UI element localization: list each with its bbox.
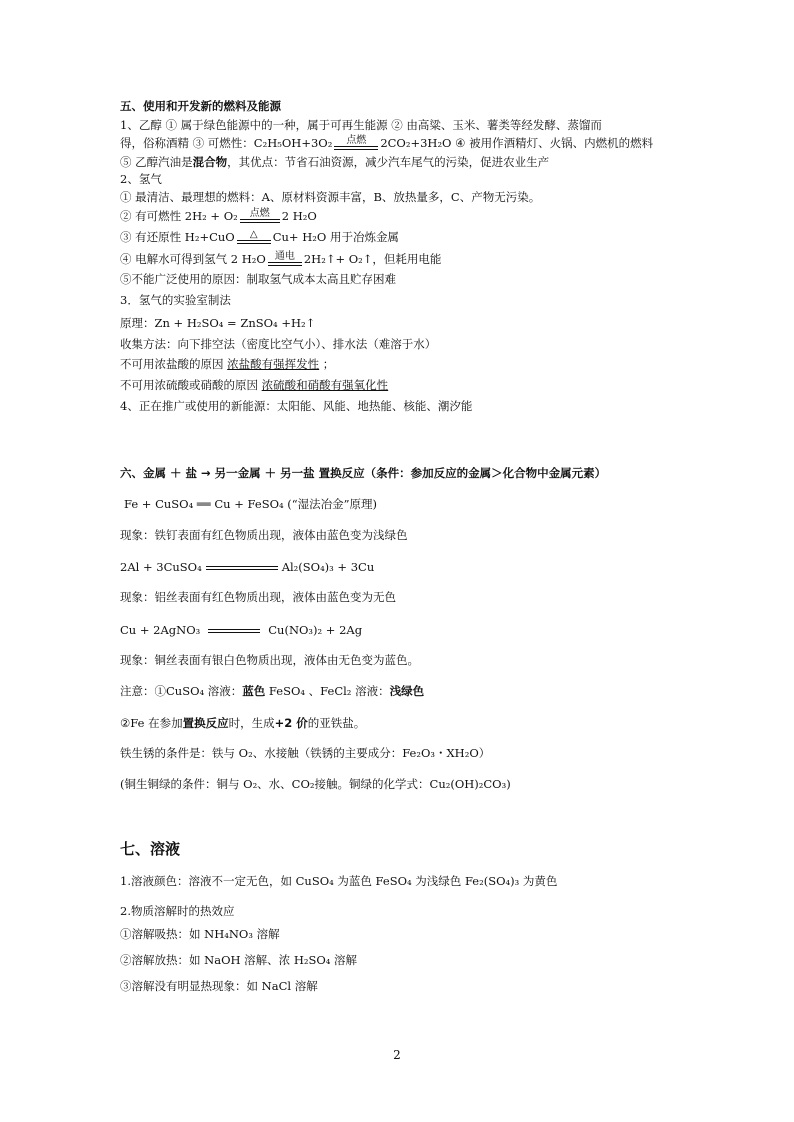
reaction-arrow-heat bbox=[237, 230, 271, 244]
observation-1: 现象：铁钉表面有红色物质出现，液体由蓝色变为浅绿色 bbox=[120, 528, 408, 542]
mixture-bold: 混合物 bbox=[192, 155, 228, 169]
dissolution-endothermic: ①溶解吸热：如 NH₄NO₃ 溶解 bbox=[120, 927, 280, 941]
note2-text2: 时，生成 bbox=[228, 716, 275, 730]
electrolysis-left: ④ 电解水可得到氢气 2 H₂O bbox=[120, 252, 266, 266]
section7-title: 七、溶液 bbox=[120, 840, 181, 858]
ethanol-line3 bbox=[120, 155, 549, 169]
hcl-reason-line bbox=[120, 357, 334, 371]
rust-condition: 铁生锈的条件是：铁与 O₂、水接触（铁锈的主要成分：Fe₂O₃・XH₂O） bbox=[120, 746, 491, 760]
acid-reason-line bbox=[120, 378, 388, 392]
cu-agno3-equation bbox=[120, 623, 362, 637]
solution-color: 1.溶液颜色：溶液不一定无色，如 CuSO₄ 为蓝色 FeSO₄ 为浅绿色 Fe₂(SO₄)₃ 为黄色 bbox=[120, 874, 558, 888]
ethanol-combustion-right: 2CO₂+3H₂O ④ 被用作酒精灯、火锅、内燃机的燃料 bbox=[380, 136, 654, 150]
hcl-reason-end: ； bbox=[319, 357, 335, 371]
dissolution-neutral: ③溶解没有明显热现象：如 NaCl 溶解 bbox=[120, 979, 318, 993]
hydrogen-line5: ⑤不能广泛使用的原因：制取氢气成本太高且贮存困难 bbox=[120, 272, 396, 286]
note1-fe-salts: FeSO₄ 、FeCl₂ 溶液： bbox=[265, 684, 390, 698]
note1-blue: 蓝色 bbox=[242, 684, 266, 698]
reaction-arrow-ignite bbox=[334, 136, 378, 150]
observation-2: 现象：铝丝表面有红色物质出现，液体由蓝色变为无色 bbox=[120, 590, 396, 604]
ethanol-line1: 1、乙醇 ① 属于绿色能源中的一种，属于可再生能源 ② 由高粱、玉米、薯类等经发酵、蒸馏而 bbox=[120, 118, 602, 132]
ethanol-line2 bbox=[120, 136, 653, 150]
reaction-arrow-ignite bbox=[240, 209, 280, 223]
dissolution-heat-heading: 2.物质溶解时的热效应 bbox=[120, 904, 235, 918]
electrolysis-right: 2H₂↑+ O₂↑，但耗用电能 bbox=[303, 252, 442, 266]
h2-reduction-left: ③ 有还原性 H₂+CuO bbox=[120, 230, 235, 244]
lab-prep-heading: 3．氢气的实验室制法 bbox=[120, 293, 231, 307]
hcl-reason-answer: 浓盐酸有强挥发性 bbox=[227, 357, 320, 371]
ethanol-combustion-left: 得，俗称酒精 ③ 可燃性：C₂H₅OH+3O₂ bbox=[120, 136, 333, 150]
note2-displacement: 置换反应 bbox=[182, 716, 229, 730]
section6-title: 六、金属 ＋ 盐 → 另一金属 ＋ 另一盐 置换反应（条件：参加反应的金属＞化合物中金属元素） bbox=[120, 466, 607, 480]
h2-combustion-right: 2 H₂O bbox=[281, 209, 317, 223]
ethanol-gasoline-text: ⑤ 乙醇汽油是 bbox=[120, 155, 193, 169]
arrow-condition: 点燃 bbox=[346, 135, 367, 146]
note2-valence: +2 价 bbox=[274, 716, 308, 730]
lab-prep-principle: 原理：Zn + H₂SO₄ = ZnSO₄ +H₂↑ bbox=[120, 316, 316, 330]
al-equation-right: Al₂(SO₄)₃ + 3Cu bbox=[281, 560, 375, 574]
arrow-condition: 点燃 bbox=[249, 208, 270, 219]
hydrogen-line4 bbox=[120, 252, 441, 266]
hcl-reason-label: 不可用浓盐酸的原因 bbox=[120, 357, 228, 371]
note2-text: ②Fe 在参加 bbox=[120, 716, 183, 730]
h2-reduction-right: Cu+ H₂O 用于冶炼金属 bbox=[272, 230, 399, 244]
cu-equation-left: Cu + 2AgNO₃ bbox=[120, 623, 201, 637]
new-energy-line: 4、正在推广或使用的新能源：太阳能、风能、地热能、核能、潮汐能 bbox=[120, 399, 473, 413]
equals-sign bbox=[208, 629, 260, 633]
observation-3: 现象：铜丝表面有银白色物质出现，液体由无色变为蓝色。 bbox=[120, 653, 419, 667]
note-line-1 bbox=[120, 684, 424, 698]
reaction-arrow-electric bbox=[268, 252, 302, 266]
arrow-condition: 通电 bbox=[274, 251, 295, 262]
cu-equation-right: Cu(NO₃)₂ + 2Ag bbox=[268, 623, 363, 637]
lab-prep-collection: 收集方法：向下排空法（密度比空气小）、排水法（难溶于水） bbox=[120, 337, 437, 351]
equals-sign bbox=[206, 566, 278, 570]
h2-combustion-left: ② 有可燃性 2H₂ + O₂ bbox=[120, 209, 238, 223]
al-equation-left: 2Al + 3CuSO₄ bbox=[120, 560, 202, 574]
page-number: 2 bbox=[393, 1048, 401, 1062]
section5-title: 五、使用和开发新的燃料及能源 bbox=[120, 99, 281, 113]
acid-reason-label: 不可用浓硫酸或硝酸的原因 bbox=[120, 378, 262, 392]
note-line-2 bbox=[120, 716, 365, 730]
arrow-condition: △ bbox=[249, 229, 258, 240]
dissolution-exothermic: ②溶解放热：如 NaOH 溶解、浓 H₂SO₄ 溶解 bbox=[120, 953, 358, 967]
note1-label: 注意：①CuSO₄ 溶液： bbox=[120, 684, 243, 698]
copper-patina-condition: (铜生铜绿的条件：铜与 O₂、水、CO₂接触。铜绿的化学式：Cu₂(OH)₂CO₃) bbox=[120, 777, 511, 791]
acid-reason-answer: 浓硫酸和硝酸有强氧化性 bbox=[261, 378, 389, 392]
al-cuso4-equation bbox=[120, 560, 374, 574]
note2-text3: 的亚铁盐。 bbox=[307, 716, 366, 730]
hydrogen-heading: 2、氢气 bbox=[120, 172, 162, 186]
fe-cuso4-equation: Fe + CuSO₄ ══ Cu + FeSO₄ (“湿法冶金”原理) bbox=[124, 497, 377, 511]
hydrogen-line2 bbox=[120, 209, 317, 223]
ethanol-gasoline-advantage: ，其优点：节省石油资源，减少汽车尾气的污染，促进农业生产 bbox=[227, 155, 550, 169]
hydrogen-line3 bbox=[120, 230, 399, 244]
note1-lightgreen: 浅绿色 bbox=[389, 684, 425, 698]
hydrogen-line1: ① 最清洁、最理想的燃料：A、原材料资源丰富，B、放热量多，C、产物无污染。 bbox=[120, 190, 541, 204]
